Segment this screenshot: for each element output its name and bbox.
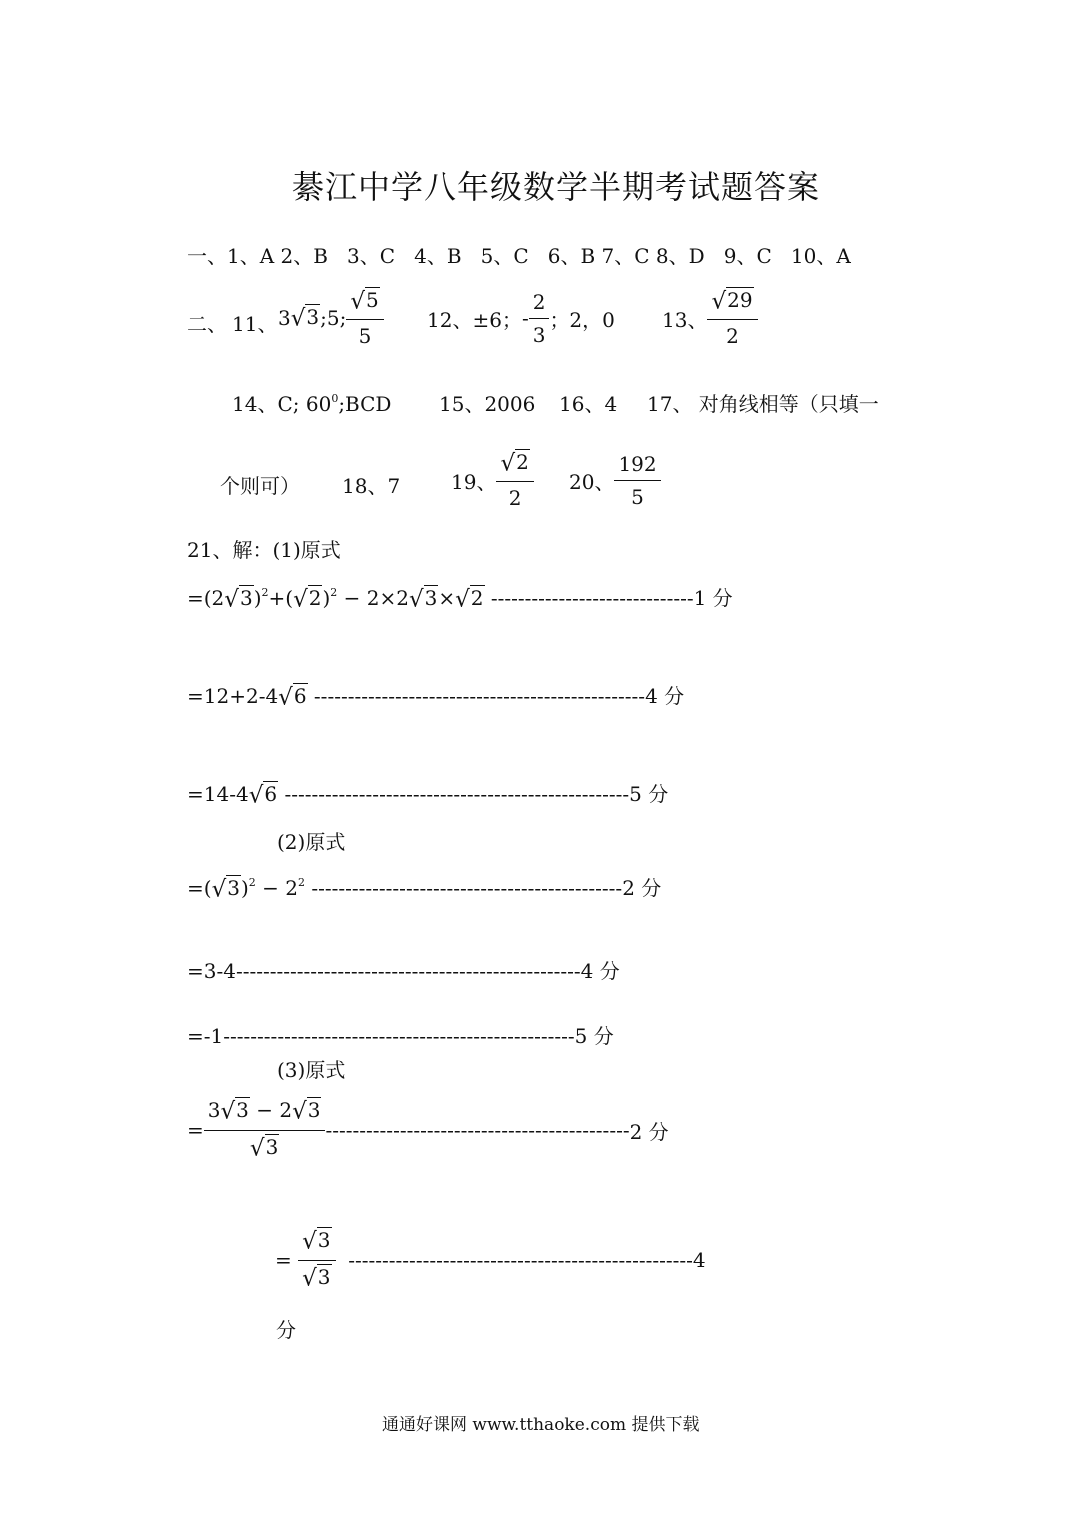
radical-sign-icon: √: [220, 1098, 236, 1125]
q20-answer: [569, 448, 661, 512]
q20-frac-denominator: 5: [631, 484, 644, 509]
q21-p1-line2-prefix: =12+2-4: [187, 684, 279, 708]
q21-heading: 21、解：(1)原式: [187, 538, 341, 562]
q12-frac-denominator: 3: [532, 322, 546, 347]
radical-sign-icon: √: [302, 1228, 317, 1255]
q19-sqrt: [500, 449, 529, 477]
q13-fraction: [707, 287, 757, 349]
radical-sign-icon: √: [292, 1098, 307, 1125]
q19-radicand: 2: [516, 449, 529, 474]
q12-label: 12、: [427, 307, 473, 332]
answer-6: 6、B: [547, 244, 596, 268]
radical-sign-icon: √: [408, 586, 424, 613]
answer-9: 9、C: [723, 244, 772, 268]
q19-label: 19、: [451, 469, 497, 494]
answer-10: 10、A: [790, 244, 851, 268]
dash-leader: ------------------------------: [490, 586, 694, 610]
dash-leader: ----------------------------------------------------: [223, 1024, 575, 1048]
q21-p2-line2: [187, 955, 620, 984]
radical-sign-icon: √: [350, 288, 365, 315]
radical-sign-icon: √: [224, 586, 239, 613]
page-title: 綦江中学八年级数学半期考试题答案: [292, 168, 821, 206]
q11-frac-radicand: 5: [365, 287, 379, 312]
q13-label: 13、: [662, 307, 708, 332]
q20-frac-numerator: 192: [614, 454, 660, 481]
score: 4 分: [645, 684, 685, 708]
radical-sign-icon: √: [211, 876, 227, 903]
dash-leader: ---------------------------------------------: [325, 1118, 630, 1142]
q11-fraction: [346, 287, 383, 349]
q14-angle-sup: 0: [331, 392, 339, 406]
section1-row: [187, 240, 851, 269]
q13-radicand: 29: [727, 287, 753, 312]
q20-label: 20、: [569, 469, 615, 494]
q21-p1-line3-prefix: =14-4: [187, 782, 249, 806]
q11-radicand: 3: [306, 304, 320, 329]
radical-sign-icon: √: [293, 586, 308, 613]
page-footer: 通通好课网 www.tthaoke.com 提供下载: [382, 1415, 700, 1435]
q21-p3-fraction2: $\frac{√3}{√3}$: [298, 1230, 335, 1290]
q11-coef: 3: [278, 306, 291, 330]
q11-answer: [278, 286, 384, 350]
radical-sign-icon: √: [248, 782, 264, 809]
q21-p1-line3-sqrt: √6: [248, 782, 278, 809]
score: 5 分: [574, 1024, 614, 1048]
q11-frac-sqrt: [350, 287, 379, 315]
q13-frac-denominator: 2: [726, 324, 739, 349]
q11-separator: ;5;: [320, 306, 347, 330]
radical-sign-icon: √: [455, 586, 470, 613]
q12-fraction: [529, 289, 550, 347]
q11-label: 11、: [232, 312, 278, 336]
q13-sqrt: [711, 287, 753, 315]
q21-p2-expression: $=(√3)^2 - 2^2$: [187, 876, 305, 903]
radical-sign-icon: √: [500, 450, 516, 477]
answer-3: 3、C: [347, 244, 396, 268]
q11-frac-denominator: 5: [358, 324, 372, 349]
dash-leader: ---------------------------------------------------: [235, 959, 581, 983]
q14-label: 14、C;: [232, 392, 300, 416]
q19-fraction: [496, 449, 533, 511]
q21-p1-line3: [187, 778, 668, 808]
dash-leader: ---------------------------------------------------: [284, 782, 630, 806]
score: 5 分: [629, 782, 669, 806]
q16-answer: 16、4: [559, 392, 618, 416]
q14-row: [232, 388, 391, 417]
q21-p2-line3: [187, 1020, 614, 1049]
score: 4 分: [580, 959, 620, 983]
radical-sign-icon: √: [711, 288, 727, 315]
dash-leader: ---------------------------------------------------: [348, 1248, 693, 1272]
q19-answer: [451, 448, 534, 512]
radical-sign-icon: √: [290, 305, 306, 332]
radical-sign-icon: √: [278, 684, 293, 711]
q21-p1-line2-sqrt: √6: [278, 684, 307, 711]
q21-p3-line1: = $\frac{3√3 - 2√3}{√3}$ --------------------------------------------- 2 分: [187, 1098, 669, 1161]
score: 1 分: [693, 586, 733, 610]
q14-rest: ;BCD: [338, 392, 392, 416]
q21-p1-line1: [187, 582, 733, 612]
q21-p2-line2-expression: =3-4: [187, 959, 236, 983]
q21-p2-heading: (2)原式: [277, 830, 346, 854]
q12-rest: ；2，0: [549, 307, 615, 332]
score: 4: [692, 1248, 706, 1272]
dash-leader: -------------------------------------------------: [313, 684, 646, 708]
dash-leader: ----------------------------------------------: [311, 876, 623, 900]
q17-answer: 17、 对角线相等（只填一: [647, 392, 879, 416]
q18-answer: 18、7: [342, 474, 401, 498]
q12-frac-numerator: 2: [529, 292, 550, 319]
radical-sign-icon: √: [249, 1134, 265, 1161]
answer-1: 1、A: [227, 244, 275, 268]
answer-7: 7、C: [601, 244, 650, 268]
q21-p2-line1: [187, 872, 661, 902]
section1-label: 一、: [187, 244, 227, 268]
q21-p3-line2: = $\frac{√3}{√3}$ --------------------------------------------------- 4: [275, 1228, 706, 1291]
q17-continuation: 个则可）: [220, 474, 300, 498]
q21-p3-fraction1: $\frac{3√3 - 2√3}{√3}$: [204, 1100, 326, 1160]
q13-answer: [662, 286, 758, 350]
q21-p3-heading: (3)原式: [277, 1058, 346, 1082]
radical-sign-icon: √: [302, 1264, 317, 1291]
q21-p1-line2: [187, 680, 684, 710]
q21-p3-line2-continuation: 分: [276, 1318, 296, 1342]
section2-label: 二、: [187, 312, 227, 336]
q21-p1-expression: $=(2√3)^2+(√2)^2 - 2\times 2√3\times√2$: [187, 586, 484, 613]
q11-sqrt: [291, 305, 320, 331]
answer-2: 2、B: [280, 244, 328, 268]
answer-4: 4、B: [414, 244, 462, 268]
answer-8: 8、D: [655, 244, 705, 268]
score: 2 分: [629, 1119, 669, 1144]
q21-p2-line3-expression: =-1: [187, 1024, 224, 1048]
q15-answer: 15、2006: [439, 392, 536, 416]
answer-5: 5、C: [480, 244, 529, 268]
q12-answer: [427, 286, 615, 350]
score: 2 分: [622, 876, 662, 900]
q12-minus: -: [521, 306, 529, 330]
q20-fraction: [614, 451, 660, 509]
q14-angle: $60^0$: [305, 392, 339, 416]
q12-pm: ±6；: [472, 307, 522, 332]
q19-frac-denominator: 2: [508, 486, 522, 511]
